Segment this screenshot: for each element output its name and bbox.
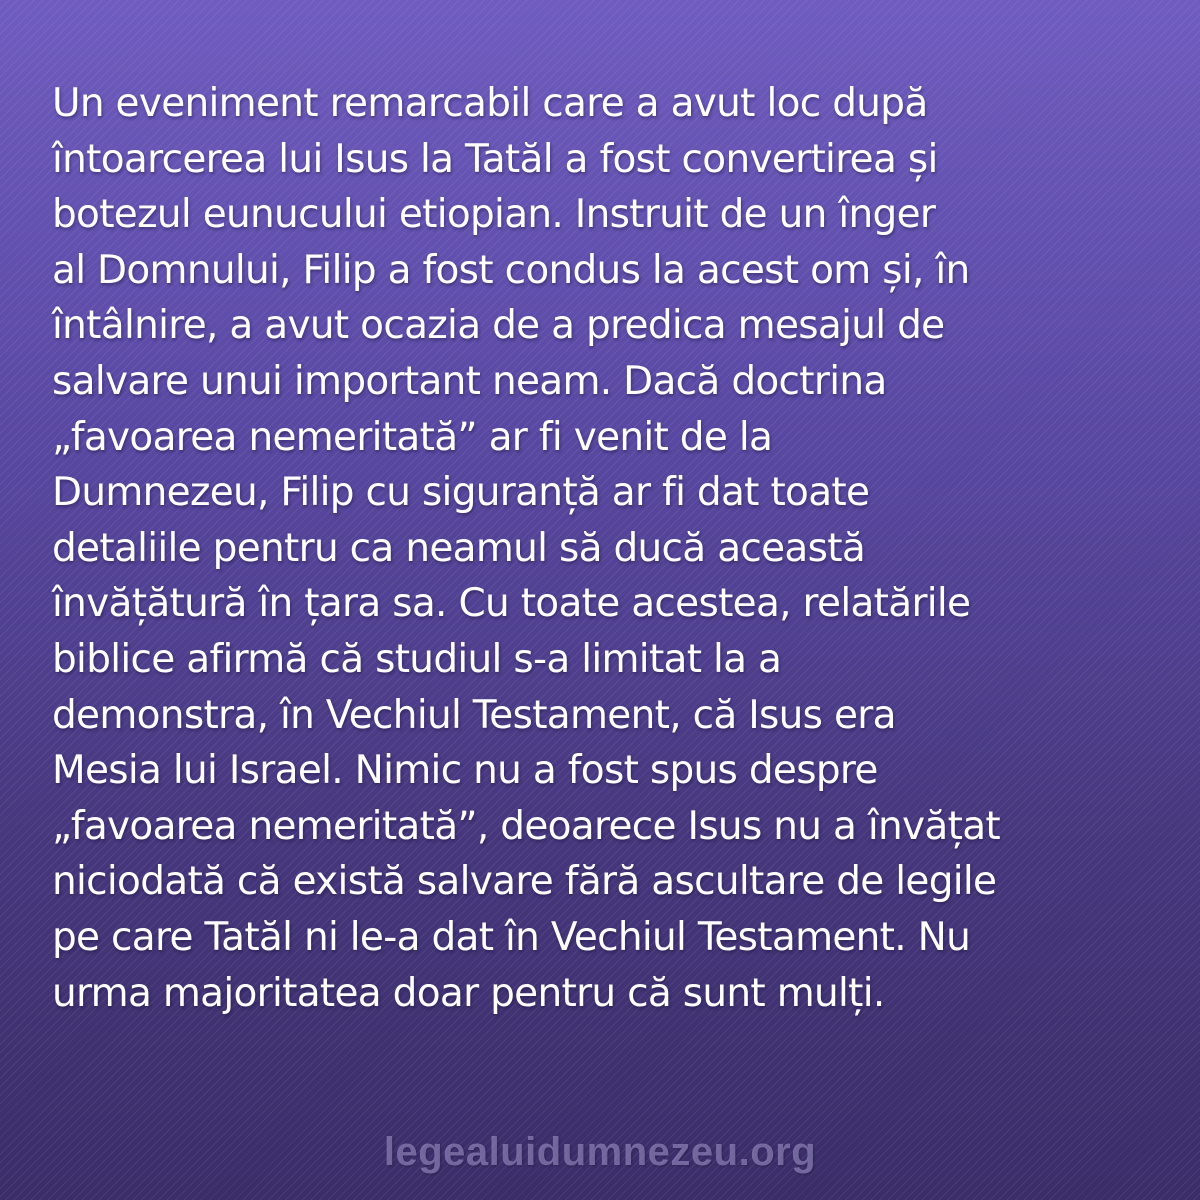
site-watermark: legealuidumnezeu.org (383, 1130, 817, 1174)
quote-text: Un eveniment remarcabil care a avut loc după întoarcerea lui Isus la Tatăl a fost convertirea și botezul eunucului etiopian. Instruit de un înger al Domnului, Filip a fost condus la acest om și, în întâlnire, a avut ocazia de a predica mesajul de salvare unui important neam. Dacă doctrina „favoarea nemeritată” ar fi venit de la Dumnezeu, Filip cu siguranță ar fi dat toate detaliile pentru ca neamul să ducă această învățătură în țara sa. Cu toate acestea, relatările biblice afirmă că studiul s-a limitat la a demonstra, în Vechiul Testament, că Isus era Mesia lui Israel. Nimic nu a fost spus despre „favoarea nemeritată”, deoarece Isus nu a învățat niciodată că există salvare fără ascultare de legile pe care Tatăl ni le-a dat în Vechiul Testament. Nu urma majoritatea doar pentru că sunt mulți. (52, 81, 1001, 1016)
